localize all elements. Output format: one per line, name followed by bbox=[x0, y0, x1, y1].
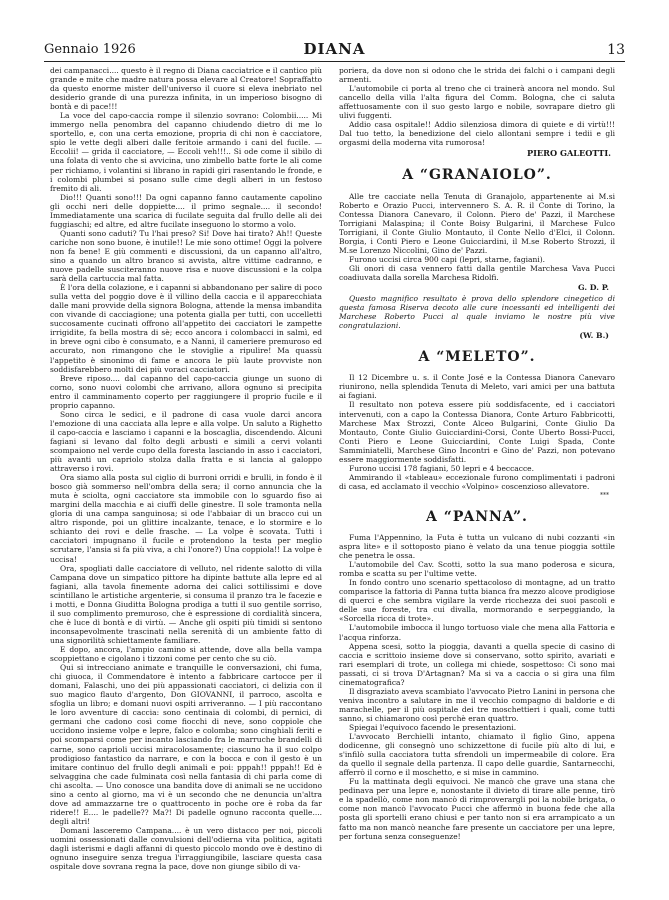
paragraph: L'automobile imbocca il lungo tortuoso viale che mena alla Fattoria e l'acqua rinforza. bbox=[339, 623, 615, 642]
magazine-title: DIANA bbox=[303, 40, 366, 58]
author-signature: PIERO GALEOTTI. bbox=[526, 148, 611, 159]
paragraph: Spiegai l'equivoco facendo le presentazioni. bbox=[349, 723, 517, 732]
paragraph: Domani lasceremo Campana.... è un vero distacco per noi, piccoli uomini ossessionati dalle convulsioni dell'odierna vita politica, agitati dagli isterismi e dagli affanni di questo piccolo mondo ove è destino di ognuno inseguire senza tregua l'irraggiungibile, lasciare questa casa ospitale dove sovrana regna la pace, dove non giunge sibilo di va- bbox=[50, 825, 322, 872]
paragraph: Furono uccisi circa 900 capi (lepri, starne, fagiani). bbox=[349, 254, 546, 264]
paragraph: È l'ora della colazione, e i capanni si abbandonano per salire di poco sulla vetta del poggio dove è il villino della caccia e il apparecchiata dalle mani provvide della signora Bologna, attende la mensa imbandita con vivande di cacciagione; una potenta gialla per tutti, con uccelletti succosamente cucinati offrono all'appetito dei cacciatori le zampette irrigidite, fa bella mostra di sè; ecco ancora i colombacci in salmì, ed in breve ogni cibo è consumato, e a Nanni, il cameriere premuroso ed accurato, non rimangono che le stoviglie a ripulire! Ma quassù l'appetito è sinonimo di fame e ancora le più laute provviste non soddisfarebbero molti dei più voraci cacciatori. bbox=[50, 283, 322, 374]
paragraph: Appena scesi, sotto la pioggia, davanti a quella specie di casino di caccia e scrittoio insieme dove si conservano, sotto spirito, avariati e rari esemplari di trote, un collega mi chiede, sospettoso: Ci sono mai passati, ci si trova D'Artagnan? Ma si va a caccia o si gira una film cinematografica? bbox=[339, 641, 615, 687]
paragraph: Addio casa ospitale!! Addio silenziosa dimora di quiete e di virtù!!! Dal tuo tetto, la benedizione del cielo allontani sempre i tedii e gli orgasmi della moderna vita rumorosa! bbox=[339, 120, 615, 148]
section-heading-granaiolo: A “GRANAIOLO”. bbox=[402, 167, 552, 184]
paragraph: Ora, spogliati dalle cacciatore di velluto, nel ridente salotto di villa Campana dove un simpatico pittore ha dipinte battute alla lepre ed al fagiani, alla tavola finemente adorna dei calici sottilissimi e dove scintillano le artistiche argenterie, si consuma il pranzo tra le facezie e i motti, e Donna Giuditta Bologna prodiga a tutti il suo gentile sorriso, il suo complimento premuroso, che è espressione di cordialità sincera, che è luce di bontà e di virtù. — Anche gli ospiti più timidi si sentono inconsapevolmente trascinati nella serenità di un ambiente fatto di una signorilità schiettamente familiare. bbox=[50, 563, 322, 645]
paragraph: L'avvocato Berchielli intanto, chiamato il figlio Gino, appena dodicenne, gli consegnò uno schizzettone di fucile più alto di lui, e s'infilò sulla cacciatora tutta sfrendoli un impermeabile di colore. Era da quello il segnale della partenza. Il capo delle guardie, Santarnecchi, afferrò il corno e il moschetto, e si mise in cammino. bbox=[339, 732, 615, 778]
paragraph: Dio!!! Quanti sono!!! Da ogni capanno fanno cautamente capolino gli occhi neri delle doppiette.... il primo segnale.... il secondo! Immediatamente una scarica di fucilate seguita dal frullo delle ali dei fuggiaschi; ed altre, ed altre fucilate inseguono lo stormo a volo. bbox=[50, 192, 322, 229]
paragraph: Qui si intrecciano animate e tranquille le conversazioni, chi fuma, chi giuoca, il Commendatore è intento a fabbricare cartocce per il domani, Falaschi, uno dei più appassionati cacciatori, ci delizia con il suo magico flauto d'argento, Don GIOVANNI, il parroco, ascolta e sfoglia un libro; e domani nuovi ospiti arriveranno. — I più raccontano le loro avventure di caccia: sono centinaia di colombi, di pernici, di germani che cadono così come fiocchi di neve, sono coppiole che uccidono insieme volpe e lepre, falco e colomba; sono cinghiali feriti e poi scomparsi come per incanto lasciando fra le marruche brandelli di carne, sono caprioli uccisi miracolosamente; ciascuno ha il suo colpo prodigioso fantastico da narrare, e con la bocca e con il gesto è un imitare continuo del frullo degli animali e poi: pppah!! pppah!! Ed è selvaggina che cade fulminata così nella fantasia di chi parla come di chi ascolta. — Uno conosce una bandita dove di animali se ne uccidono sino a cento al giorno, ma vi è un secondo che ne denuncia un'altra dove ad ammazzarne tre o quattrocento in poche ore è roba da far ridere!! E.... le padelle?? Ma?! Di padelle ognuno racconta quelle.... degli altri! bbox=[50, 663, 322, 826]
paragraph: Gli onori di casa vennero fatti dalla gentile Marchesa Vava Pucci coadiuvata dalla sorella Marchesa Ridolfi. bbox=[339, 263, 615, 282]
right-column bbox=[339, 66, 615, 841]
paragraph: Ora siamo alla posta sul ciglio di burroni orridi e brulli, in fondo è il bosco già sommerso nell'ombra della sera; il corno annuncia che la muta è sciolta, ogni cacciatore sta immobile con lo sguardo fiso ai margini della macchia e ai ciuffi delle ginestre. Il sole tramonta nella gloria di una campa sanguinosa; si ode l'abbaiar di un bracco cui un altro risponde, poi un glittire incalzante, tenace, e lo stormire e lo schianto dei rovi e delle frasche. — La volpe è scovata. Tutti i cacciatori impugnano il fucile e protendono la testa per meglio scrutare, l'ansia si fa più viva, a chi l'onore?) Una coppiola!! La volpe è uccisa! bbox=[50, 473, 322, 564]
paragraph: Alle tre cacciate nella Tenuta di Granajolo, appartenente ai M.si Roberto e Orazio Pucci, intervennero S. A. R. il Conte di Torino, la Contessa Dianora Canevaro, il Colonn. Piero de' Pazzi, il Marchese Torrigiani Malaspina; il Conte Boisy Bulgarini, il Marchese Fulco Torrigiani, il Conte Giulio Montauto, il Conte Nello d'Elci, il Colonn. Borgia, i Conti Piero e Leone Guicciardini, il M.se Roberto Strozzi, il M.se Lorenzo Niccolini, Gino de' Pazzi. bbox=[339, 191, 615, 255]
paragraph: Furono uccisi 178 fagiani, 50 lepri e 4 beccacce. bbox=[349, 463, 534, 473]
paragraph: Ammirando il «tableau» eccezionale furono complimentati i padroni di casa, ed acclamato il vecchio «Volpino» coscenzioso allevatore. bbox=[339, 472, 615, 491]
paragraph: La voce del capo-caccia rompe il silenzio sovrano: Colombii..... Mi immergo nella penombra del capanno chiudendo dietro di me lo sportello, e, con una certa emozione, propria di chi non è cacciatore, spio le vette degli alberi dalle feritoie armando i cani del fucile. — Eccolii! — grida il cacciatore, — Eccoli veh!!!.. Si ode come il sibilo di una folata di vento che si avvicina, uno zimbello batte forte le ali come per richiamo, i volantini si librano in rapidi giri rasentando le fronde, e i colombi plumbei si posano sulle cime degli alberi in un festoso fremito di ali. bbox=[50, 111, 322, 193]
section-heading-panna: A “PANNA”. bbox=[426, 508, 528, 525]
paragraph: Fuma l'Appennino, la Futa è tutta un vulcano di nubi cozzanti «in aspra lite» e il sottoposto piano è velato da una tenue pioggia sottile che penetra le ossa. bbox=[339, 533, 615, 561]
paragraph: poriera, da dove non si odono che le strida dei falchi o i campani degli armenti. bbox=[339, 66, 615, 85]
paragraph: Fu la mattinata degli equivoci. Ne mancò che grave una stana che pedinava per una lepre e, nonostante il divieto di tirare alle penne, tirò e la spadellò, come non mancò di rimproverargli poi la nobile brigata, o come non mancò l'avvocato Pucci che affermò in buona fede che alla posta gli sportelli erano chiusi e per tanto non si era arrampicato a un fatto ma non mancò neanche fare presente un cacciatore per una lepre, per fortuna senza conseguenze! bbox=[339, 777, 615, 841]
italic-note: Questo magnifico resultato è prova dello splendore cinegetico di questa famosa Riserva decoto alle cure incessanti ed intelligenti dei Marchese Roberto Pucci al quale inviamo le nostre più vive congratulazioni. bbox=[339, 294, 615, 331]
paragraph: Breve riposo.... dal capanno del capo-caccia giunge un suono di corno, sono nuovi colombi che arrivano, allora ognuno si precipita entro il camminamento coperto per raggiungere il proprio fucile e il proprio capanno. bbox=[50, 373, 322, 410]
paragraph: L'automobile del Cav. Scotti, sotto la sua mano poderosa e sicura, romba e scatta su per l'ultime vette. bbox=[339, 560, 615, 579]
paragraph: E dopo, ancora, l'ampio camino si attende, dove alla bella vampa scoppiettano e cigolano i tizzoni come per cento che su ciò. bbox=[50, 645, 322, 664]
paragraph: Il resultato non poteva essere più soddisfacente, ed i cacciatori intervenuti, con a capo la Contessa Dianora, Conte Arturo Fabbricotti, Marchese Max Strozzi, Conte Alceo Bulgarini, Conte Giulio Da Montauto, Conte Giulio Guicciardini-Corsi, Conte Uberto Bossi-Pucci, Conti Piero e Leone Guicciardini, Conte Luigi Spada, Conte Samminiatelli, Marchese Gino Incontri e Gino de' Pazzi, non potevano essere maggiormente soddisfatti. bbox=[339, 400, 615, 464]
section-signature: G. D. P. bbox=[577, 282, 609, 292]
paragraph: Il disgraziato aveva scambiato l'avvocato Pietro Lanini in persona che veniva incontro a salutare in me il vecchio compagno di baldorie e di marachelle, per il più ospitale dei tre moschettieri i quali, come tutti sanno, si chiamarono così perchè eran quattro. bbox=[339, 686, 615, 723]
section-end-stars: *** bbox=[600, 491, 609, 499]
paragraph: L'automobile ci porta al treno che ci trainerà ancora nel mondo. Sul cancello della villa l'alta figura del Comm. Bologna, che ci saluta affettuosamente con il suo gesto largo e nobile, sovrapare dietro gli ulivi fuggenti. bbox=[339, 84, 615, 121]
paragraph: In fondo contro uno scenario spettacoloso di montagne, ad un tratto compariscе la fattoria di Panna tutta bianca fra mezzo alcove prodigiose di querci e che sembra vigilare la verde ricchezza dei suoi pascoli e delle sue foreste, tra cui divalla, mormorando e serpeggiando, la «Sorcella ricca di trote». bbox=[339, 578, 615, 624]
issue-date: Gennaio 1926 bbox=[44, 42, 136, 57]
header-rule bbox=[44, 61, 625, 62]
paragraph: dei campanacci.... questo è il regno di Diana cacciatrice e il cantico più grande e mite che madre natura possa elevare al Creatore! Sopraffatto da questo enorme mister dell'universo il cuore si eleva inebriato nel desiderio grande di una purezza infinita, in un imperioso bisogno di bontà e di pace!!! bbox=[50, 66, 322, 112]
left-column bbox=[50, 66, 322, 871]
note-signature: (W. B.) bbox=[579, 331, 609, 341]
page-number: 13 bbox=[607, 42, 625, 58]
section-heading-meleto: A “MELETO”. bbox=[418, 349, 536, 366]
paragraph: Sono circa le sedici, e il padrone di casa vuole darci ancora l'emozione di una cacciata alla lepre e alla volpe. Un saluto a Righetto il capo-caccia e lasciamo i capanni e la boscaglia, discendendo. Alcuni fagiani si levano dal folto degli arbusti e simili a cervi volanti scompaiono nel verde cupo della foresta lasciando in asso i cacciatori, più avanti un capriolo stolza dalla fratta e si lancia al galoppo attraverso i rovi. bbox=[50, 409, 322, 474]
paragraph: Il 12 Dicembre u. s. il Conte José e la Contessa Dianora Canevaro riunirono, nella splendida Tenuta di Meleto, vari amici per una battuta ai fagiani. bbox=[339, 373, 615, 401]
page-header bbox=[44, 40, 625, 60]
paragraph: Quanti sono caduti? Tu l'hai preso? Si! Dove hai tirato? Ah!! Queste cariche non sono buone, è inutile!! Le mie sono ottime! Oggi la polvere non fa bene! E giù commenti e discussioni, da un capanno all'altro, sino a quando un altro branco si avvista, altre vittime cadranno, e nuove padelle susciteranno nuove risa e nuove discussioni e la colpa sarà della cartuccia mal fatta. bbox=[50, 228, 322, 284]
